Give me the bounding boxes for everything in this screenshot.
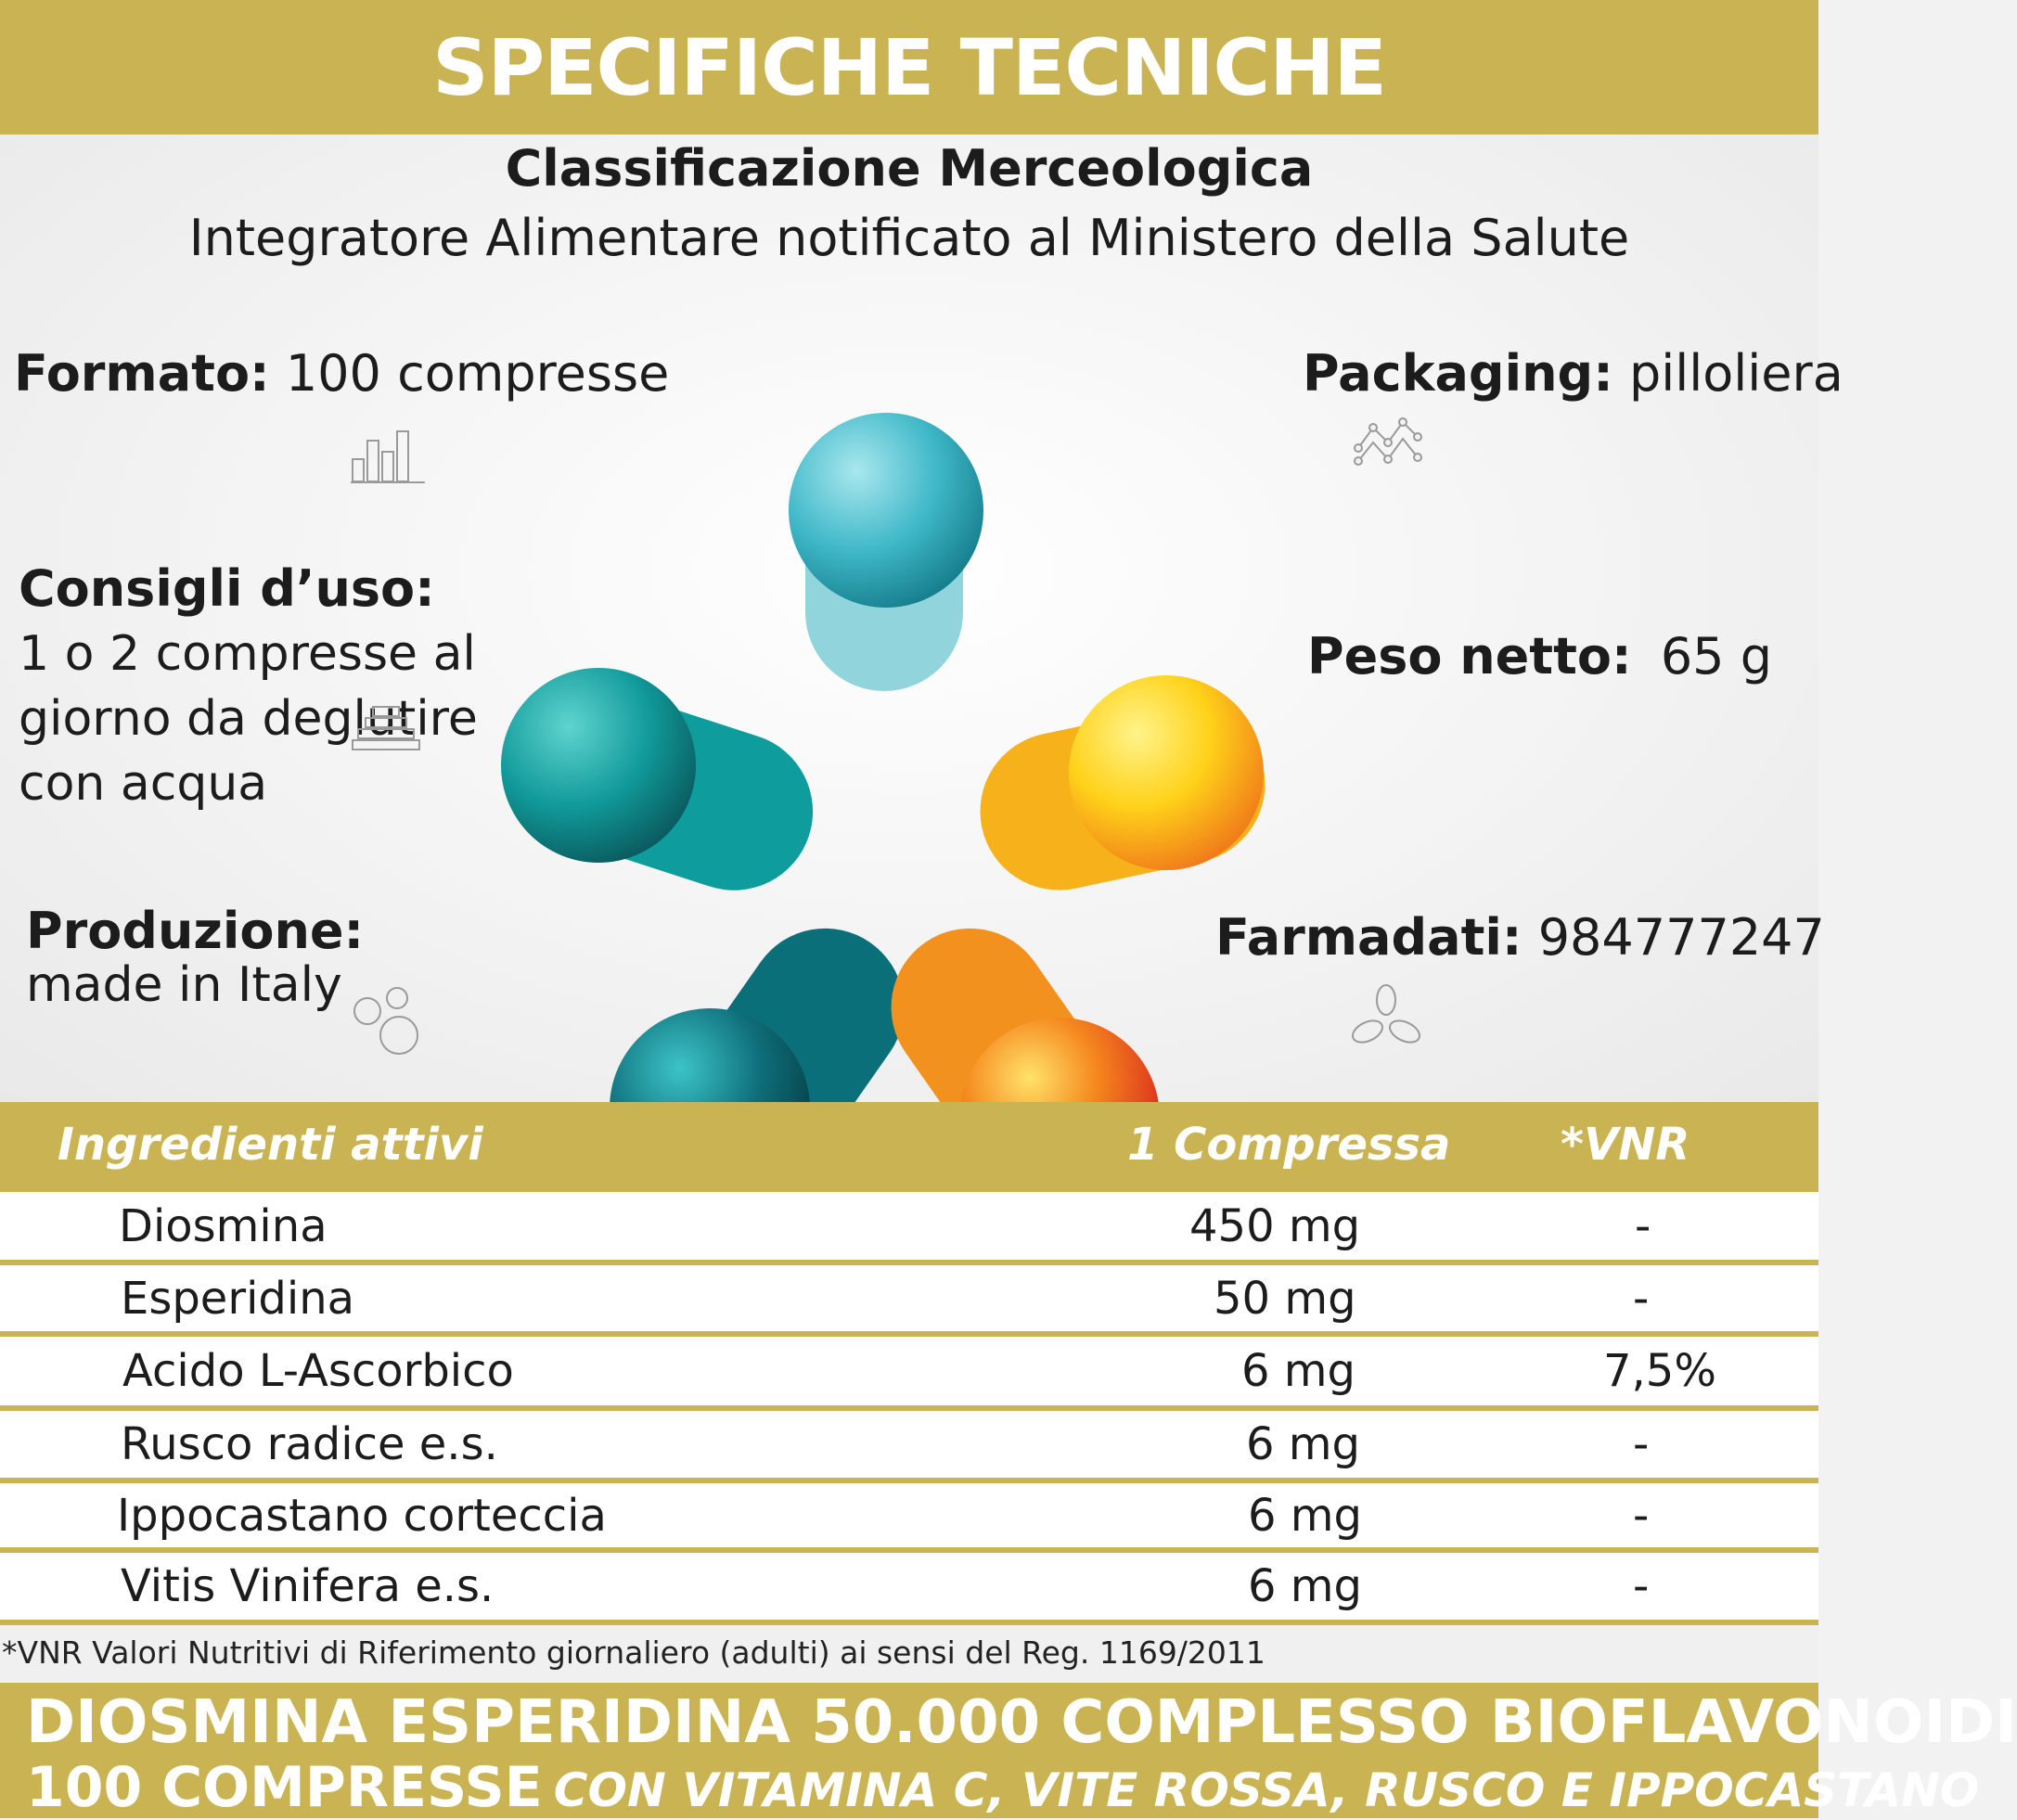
ingredient-name: Esperidina	[121, 1272, 355, 1325]
spec-consigli-line-2: giorno da deglutire	[19, 691, 478, 747]
spec-farmadati-label: Farmadati:	[1215, 908, 1522, 967]
ingredient-vnr: -	[1633, 1272, 1650, 1325]
bar-chart-icon	[351, 413, 425, 483]
header-per-tablet: 1 Compressa	[1127, 1119, 1451, 1171]
table-row	[0, 1411, 1818, 1483]
ingredient-name: Rusco radice e.s.	[121, 1418, 498, 1470]
pills-illustration	[482, 348, 1188, 1090]
spec-farmadati-value: 984777247	[1537, 908, 1825, 967]
network-icon	[1353, 411, 1423, 467]
table-row	[0, 1483, 1818, 1553]
spec-packaging-value: pilloliera	[1628, 344, 1844, 403]
product-name-line-2	[26, 1755, 1979, 1820]
spec-consigli-label: Consigli d’uso:	[19, 559, 435, 618]
pill-ball-top	[789, 413, 983, 608]
header-ingredients: Ingredienti attivi	[58, 1119, 483, 1171]
classification-title: Classificazione Merceologica	[505, 139, 1314, 198]
spec-packaging	[1303, 346, 1844, 401]
ingredients-table-header	[0, 1102, 1818, 1192]
ingredient-amount: 450 mg	[1189, 1199, 1361, 1252]
spec-produzione	[26, 904, 364, 1012]
title-banner	[0, 0, 1818, 135]
footnote-text: *VNR Valori Nutritivi di Riferimento giornaliero (adulti) ai sensi del Reg. 1169/2011	[2, 1634, 1265, 1671]
ingredient-name: Acido L-Ascorbico	[122, 1345, 514, 1397]
product-ingredients-tagline: CON VITAMINA C, VITE ROSSA, RUSCO E IPPOCASTANO	[553, 1763, 1980, 1817]
spec-produzione-value: made in Italy	[26, 957, 342, 1013]
ingredient-vnr: -	[1633, 1560, 1650, 1612]
spec-farmadati	[1215, 910, 1825, 965]
product-format: 100 COMPRESSE	[26, 1755, 543, 1820]
ingredient-amount: 50 mg	[1214, 1272, 1356, 1325]
pill-ball-left	[501, 668, 696, 863]
spec-peso-label: Peso netto:	[1307, 627, 1632, 686]
ingredient-vnr: 7,5%	[1603, 1345, 1716, 1397]
spec-consigli-line-3: con acqua	[19, 756, 268, 812]
header-vnr: *VNR	[1561, 1119, 1690, 1171]
ingredient-amount: 6 mg	[1248, 1489, 1363, 1542]
table-row	[0, 1553, 1818, 1625]
table-row	[0, 1192, 1818, 1265]
product-name-line-1: DIOSMINA ESPERIDINA 50.000 COMPLESSO BIOFLAVONOIDI	[26, 1688, 2017, 1757]
vnr-footnote	[0, 1625, 1818, 1683]
table-row	[0, 1265, 1818, 1337]
spec-consigli	[19, 557, 478, 816]
ingredient-name: Vitis Vinifera e.s.	[121, 1560, 495, 1612]
ingredient-amount: 6 mg	[1248, 1560, 1363, 1612]
table-row	[0, 1337, 1818, 1411]
page-title: SPECIFICHE TECNICHE	[432, 21, 1386, 113]
spec-packaging-label: Packaging:	[1303, 344, 1613, 403]
specs-panel	[0, 135, 1844, 1102]
spec-formato-value: 100 compresse	[285, 344, 670, 403]
spec-peso	[1307, 629, 1772, 684]
ingredient-vnr: -	[1633, 1489, 1650, 1542]
classification-subtitle: Integratore Alimentare notificato al Ministero della Salute	[188, 209, 1630, 267]
ingredient-name: Ippocastano corteccia	[117, 1489, 607, 1542]
molecule-icon	[1351, 983, 1421, 1050]
spec-peso-value: 65 g	[1660, 627, 1772, 686]
pill-ball-right	[1069, 675, 1264, 870]
product-banner	[0, 1683, 2017, 1820]
spec-consigli-line-1: 1 o 2 compresse al	[19, 626, 476, 682]
layers-icon	[351, 705, 421, 751]
spec-produzione-label: Produzione:	[26, 902, 365, 960]
spec-formato-label: Formato:	[14, 344, 270, 403]
ingredient-vnr: -	[1633, 1418, 1650, 1470]
ingredient-amount: 6 mg	[1246, 1418, 1361, 1470]
bubbles-icon	[351, 983, 423, 1056]
ingredient-amount: 6 mg	[1241, 1345, 1356, 1397]
ingredient-vnr: -	[1635, 1199, 1651, 1252]
ingredient-name: Diosmina	[119, 1199, 328, 1252]
